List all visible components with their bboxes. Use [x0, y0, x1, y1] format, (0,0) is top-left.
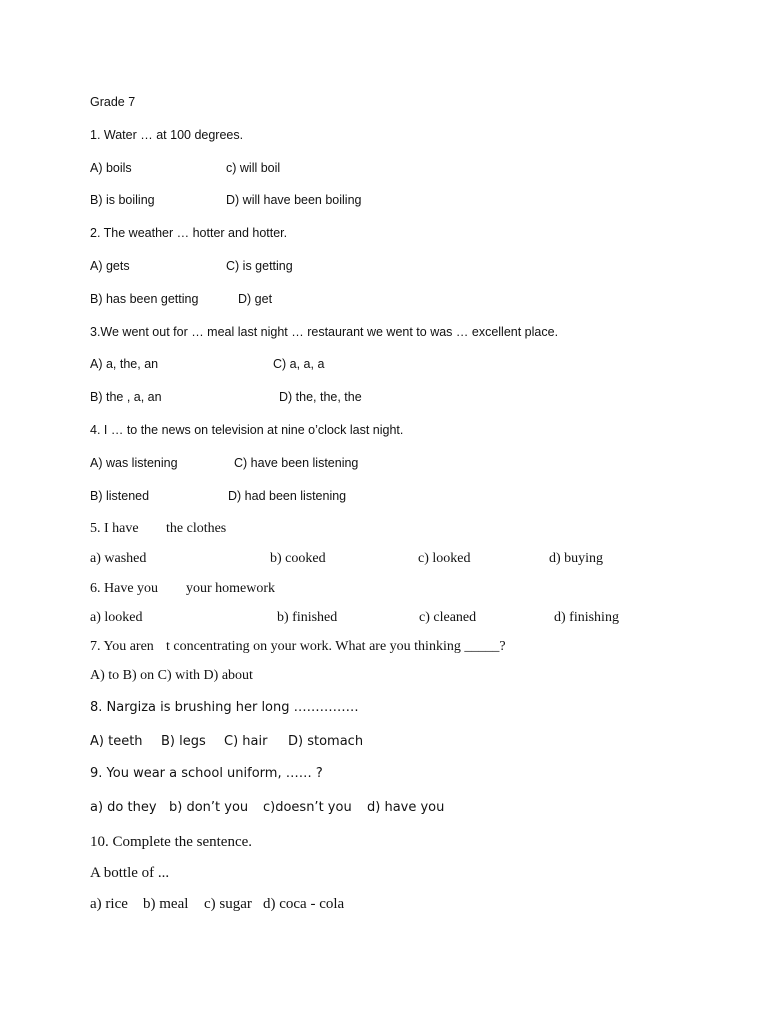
q10-option-c: c) sugar — [204, 896, 252, 912]
q8-option-a: A) teeth — [90, 734, 143, 749]
q2-option-d: D) get — [238, 292, 273, 306]
question-1: 1. Water … at 100 degrees. — [90, 128, 244, 142]
q2-option-c: C) is getting — [226, 259, 293, 273]
q2-option-b: B) has been getting — [90, 292, 199, 306]
q4-option-a: A) was listening — [90, 456, 178, 470]
q10-option-b: b) meal — [143, 896, 189, 912]
q9-option-b: b) don’t you — [169, 800, 249, 815]
question-7-start: 7. You aren — [90, 639, 154, 654]
q5-option-d: d) buying — [549, 551, 604, 566]
q10-prompt: A bottle of ... — [90, 865, 170, 881]
q3-option-c: C) a, a, a — [273, 357, 325, 371]
q9-option-a: a) do they — [90, 800, 157, 815]
q4-option-d: D) had been listening — [228, 489, 347, 503]
q6-option-d: d) finishing — [554, 610, 619, 625]
question-6-start: 6. Have you — [90, 581, 159, 596]
q1-option-b: B) is boiling — [90, 193, 155, 207]
question-5-start: 5. I have — [90, 521, 139, 536]
q3-option-a: A) a, the, an — [90, 357, 159, 371]
q3-option-b: B) the , a, an — [90, 390, 162, 404]
q4-option-b: B) listened — [90, 489, 150, 503]
question-3: 3.We went out for … meal last night … restaurant we went to was … excellent place. — [90, 325, 559, 339]
q6-option-a: a) looked — [90, 610, 143, 625]
q6-option-c: c) cleaned — [419, 610, 477, 625]
question-10: 10. Complete the sentence. — [90, 834, 253, 850]
q10-option-d: d) coca - cola — [263, 896, 345, 912]
q6-option-b: b) finished — [277, 610, 338, 625]
q1-option-a: A) boils — [90, 161, 132, 175]
q5-option-a: a) washed — [90, 551, 147, 566]
question-7-end: t concentrating on your work. What are you thinking _____? — [166, 639, 506, 654]
q7-options: A) to B) on C) with D) about — [90, 668, 253, 683]
q5-option-b: b) cooked — [270, 551, 326, 566]
grade-heading: Grade 7 — [90, 95, 136, 109]
q1-option-c: c) will boil — [226, 161, 281, 175]
q1-option-d: D) will have been boiling — [226, 193, 362, 207]
q5-option-c: c) looked — [418, 551, 471, 566]
question-5-end: the clothes — [166, 521, 227, 536]
question-4: 4. I … to the news on television at nine o’clock last night. — [90, 423, 404, 437]
q4-option-c: C) have been listening — [234, 456, 359, 470]
q9-option-c: c)doesn’t you — [263, 800, 352, 815]
q3-option-d: D) the, the, the — [279, 390, 362, 404]
question-2: 2. The weather … hotter and hotter. — [90, 226, 288, 240]
q8-option-c: C) hair — [224, 734, 268, 749]
q10-option-a: a) rice — [90, 896, 128, 912]
q8-option-b: B) legs — [161, 734, 206, 749]
question-6-end: your homework — [186, 581, 276, 596]
q9-option-d: d) have you — [367, 800, 445, 815]
q8-option-d: D) stomach — [288, 734, 364, 749]
question-8: 8. Nargiza is brushing her long …………… — [90, 700, 359, 715]
q2-option-a: A) gets — [90, 259, 130, 273]
question-9: 9. You wear a school uniform, …… ? — [90, 766, 323, 781]
